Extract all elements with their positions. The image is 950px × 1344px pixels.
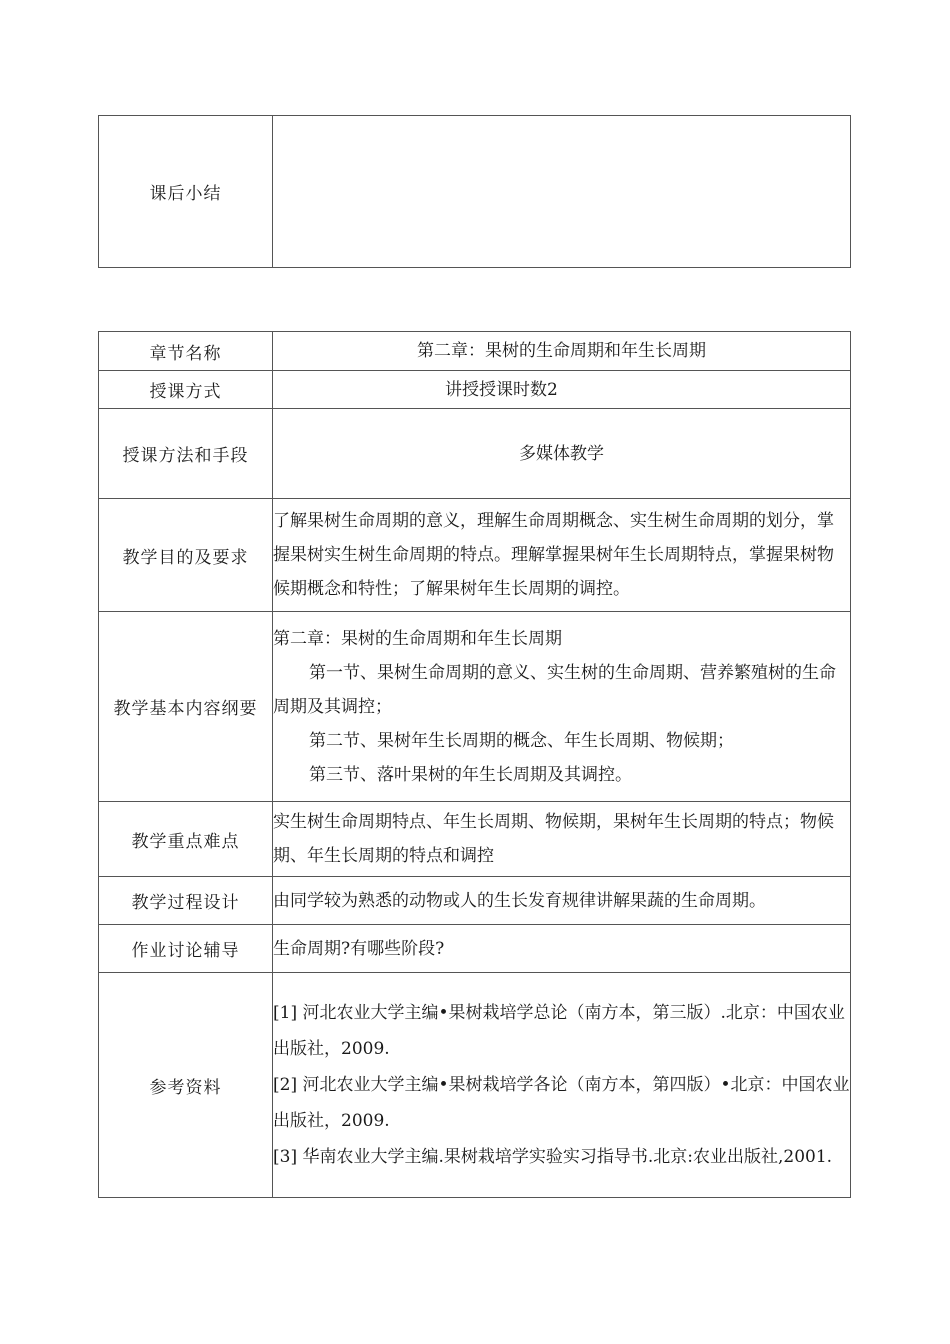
- key-points-label: 教学重点难点: [99, 802, 273, 877]
- summary-row: [99, 116, 851, 268]
- row-process: [99, 877, 851, 925]
- outline-title: 第二章：果树的生命周期和年生长周期: [273, 628, 562, 649]
- method-label: 授课方法和手段: [99, 409, 273, 499]
- homework-value: 生命周期?有哪些阶段?: [273, 925, 851, 973]
- outline-label: 教学基本内容纲要: [99, 612, 273, 802]
- process-label: 教学过程设计: [99, 877, 273, 925]
- outline-item: 第三节、落叶果树的年生长周期及其调控。: [309, 764, 632, 785]
- row-teaching-mode: [99, 371, 851, 409]
- outline-value: [273, 612, 851, 802]
- row-homework: [99, 925, 851, 973]
- key-points-value: 实生树生命周期特点、年生长周期、物候期，果树年生长周期的特点；物候期、年生长周期的特点和调控: [273, 802, 851, 877]
- method-value: 多媒体教学: [273, 409, 851, 499]
- homework-label: 作业讨论辅导: [99, 925, 273, 973]
- summary-table: [98, 115, 851, 268]
- teaching-mode-value: 讲授授课时数2: [273, 371, 851, 409]
- row-outline: [99, 612, 851, 802]
- row-method: [99, 409, 851, 499]
- reference-item: [2] 河北农业大学主编•果树栽培学各论（南方本，第四版）•北京：中国农业出版社，2009.: [273, 1075, 850, 1131]
- objectives-label: 教学目的及要求: [99, 499, 273, 612]
- row-key-points: [99, 802, 851, 877]
- row-objectives: [99, 499, 851, 612]
- chapter-name-label: 章节名称: [99, 332, 273, 371]
- teaching-mode-label: 授课方式: [99, 371, 273, 409]
- references-value: [273, 973, 851, 1198]
- reference-item: [3] 华南农业大学主编.果树栽培学实验实习指导书.北京:农业出版社,2001.: [273, 1147, 833, 1167]
- row-chapter-name: [99, 332, 851, 371]
- references-label: 参考资料: [99, 973, 273, 1198]
- row-references: [99, 973, 851, 1198]
- process-value: 由同学较为熟悉的动物或人的生长发育规律讲解果蔬的生命周期。: [273, 877, 851, 925]
- outline-item: 第一节、果树生命周期的意义、实生树的生命周期、营养繁殖树的生命周期及其调控；: [273, 662, 836, 717]
- chapter-name-value: 第二章：果树的生命周期和年生长周期: [273, 332, 851, 371]
- course-table: [98, 331, 851, 1198]
- reference-item: [1] 河北农业大学主编•果树栽培学总论（南方本，第三版）.北京：中国农业出版社，2009.: [273, 1003, 845, 1059]
- summary-label: 课后小结: [99, 116, 273, 268]
- objectives-value: 了解果树生命周期的意义，理解生命周期概念、实生树生命周期的划分，掌握果树实生树生命周期的特点。理解掌握果树年生长周期特点，掌握果树物候期概念和特性；了解果树年生长周期的调控。: [273, 499, 851, 612]
- summary-value: [273, 116, 851, 268]
- outline-item: 第二节、果树年生长周期的概念、年生长周期、物候期；: [309, 730, 734, 751]
